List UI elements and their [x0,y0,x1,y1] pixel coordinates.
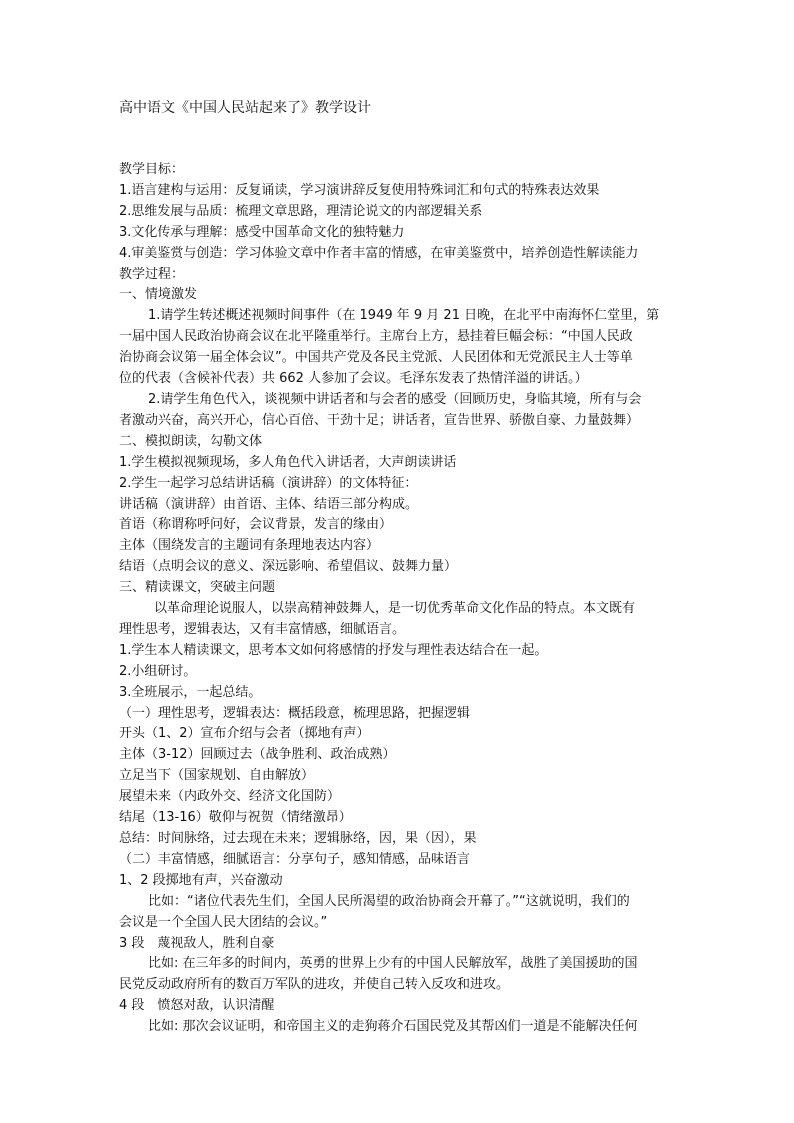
text-line: 会议是一个全国人民大团结的会议。” [119,914,328,930]
text-line: 比如: 在三年多的时间内，英勇的世界上少有的中国人民解放军，战胜了美国援助的国 [148,956,638,972]
text-line: 主体（围绕发言的主题词有条理地表达内容） [119,538,380,554]
text-line: （二）丰富情感，细腻语言：分享句子，感知情感，品味语言 [119,851,471,867]
text-line: 首语（称谓称呼问好，会议背景，发言的缘由） [119,517,393,533]
text-line: 教学目标： [119,162,185,177]
text-line: 展望未来（内政外交、经济文化国防） [119,789,341,805]
text-line: 结语（点明会议的意义、深远影响、希望倡议、鼓舞力量） [119,559,458,575]
text-line: 总结：时间脉络，过去现在未来；逻辑脉络，因，果（因），果 [119,831,477,846]
text-line: 4.审美鉴赏与创造：学习体验文章中作者丰富的情感，在审美鉴赏中，培养创造性解读能力 [119,245,639,261]
text-line: 比如：“诸位代表先生们，全国人民所渴望的政治协商会开幕了。”“这就说明，我们的 [148,893,630,909]
text-line: 者激动兴奋，高兴开心，信心百倍、干劲十足；讲话者，宣告世界、骄傲自豪、力量鼓舞） [119,412,640,428]
text-line: 教学过程： [119,266,185,282]
text-line: （一）理性思考，逻辑表达：概括段意，梳理思路，把握逻辑 [119,705,471,721]
text-line: 2.学生一起学习总结讲话稿（演讲辞）的文体特征： [119,475,418,491]
text-line: 一、情境激发 [119,287,198,303]
text-line: 3 段 蔑视敌人，胜利自豪 [119,935,275,951]
text-line: 2.思维发展与品质：梳理文章思路，理清论说文的内部逻辑关系 [119,203,483,219]
text-line: 开头（1、2）宣布介绍与会者（掷地有声） [119,726,370,742]
text-line: 以革命理论说服人，以崇高精神鼓舞人，是一切优秀革命文化作品的特点。本文既有 [154,601,636,617]
document-title: 高中语文《中国人民站起来了》教学设计 [119,100,371,116]
text-line: 1.请学生转述概述视频时间事件（在 1949 年 9 月 21 日晚，在北平中南海怀仁堂里，第 [148,308,660,324]
text-line: 讲话稿（演讲辞）由首语、主体、结语三部分构成。 [119,496,419,512]
text-line: 1.学生本人精读课文，思考本文如何将感情的抒发与理性表达结合在一起。 [119,642,548,658]
document-body [119,160,679,1038]
text-line: 3.全班展示，一起总结。 [119,684,262,700]
text-line: 结尾（13-16）敬仰与祝贺（情绪激昂） [119,810,352,826]
text-line: 4 段 愤怒对敌，认识清醒 [119,998,275,1014]
text-line: 三、精读课文，突破主问题 [119,580,276,596]
text-line: 二、模拟朗读，勾勒文体 [119,433,263,449]
text-line: 2.请学生角色代入，谈视频中讲话者和与会者的感受（回顾历史，身临其境，所有与会 [148,391,642,407]
text-line: 民党反动政府所有的数百万军队的进攻，并使自己转入反攻和进攻。 [119,977,510,993]
text-line: 1.学生模拟视频现场，多人角色代入讲话者，大声朗读讲话 [119,454,457,470]
text-line: 1.语言建构与运用：反复诵读，学习演讲辞反复使用特殊词汇和句式的特殊表达效果 [119,182,600,198]
text-line: 主体（3-12）回顾过去（战争胜利、政治成熟） [119,747,396,763]
text-line: 位的代表（含候补代表）共 662 人参加了会议。毛泽东发表了热情洋溢的讲话。） [119,371,588,387]
text-line: 立足当下（国家规划、自由解放） [119,768,315,784]
text-line: 一届中国人民政治协商会议在北平隆重举行。主席台上方，悬挂着巨幅会标：“中国人民政 [119,329,633,345]
text-line: 1、2 段掷地有声，兴奋激动 [119,872,283,888]
text-line: 3.文化传承与理解：感受中国革命文化的独特魅力 [119,224,405,240]
text-line: 理性思考，逻辑表达，又有丰富情感，细腻语言。 [119,621,406,637]
text-line: 治协商会议第一届全体会议”。中国共产党及各民主党派、人民团体和无党派民主人士等单 [119,350,633,366]
text-line: 比如: 那次会议证明，和帝国主义的走狗蒋介石国民党及其帮凶们一道是不能解决任何 [148,1019,638,1035]
text-line: 2.小组研讨。 [119,663,197,679]
